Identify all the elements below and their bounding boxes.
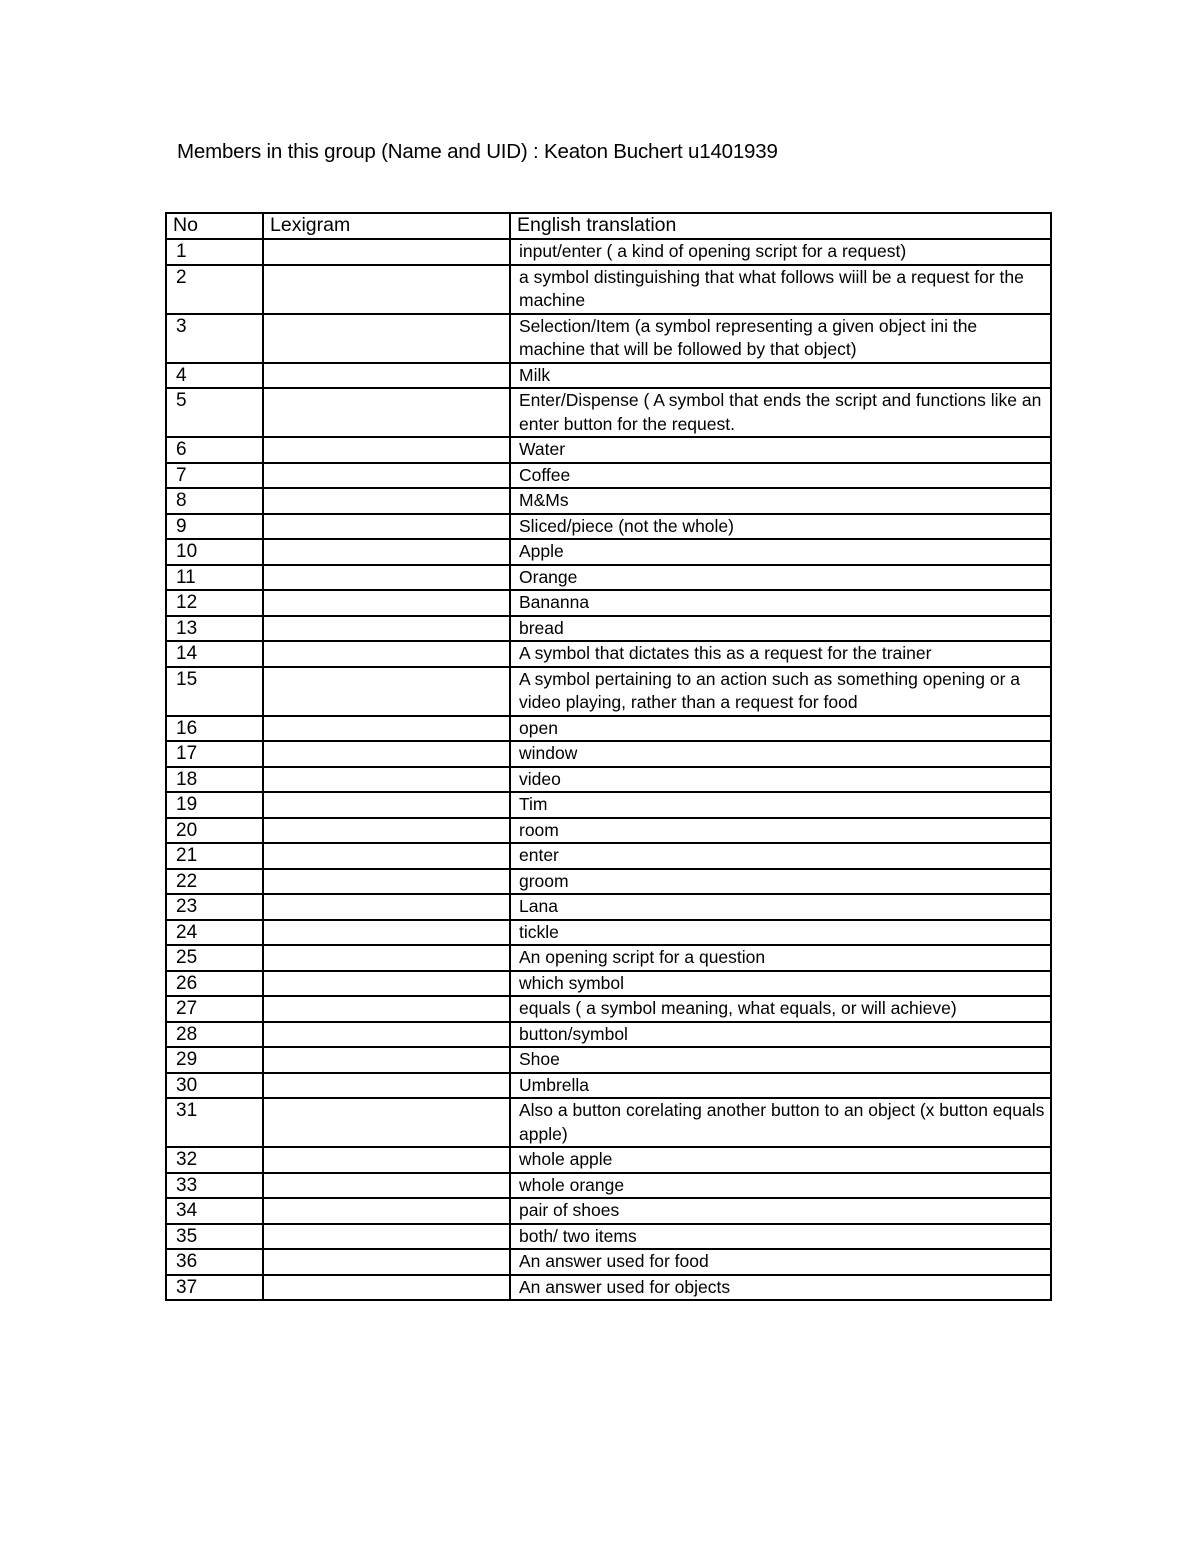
table-row	[166, 463, 1051, 489]
table-row	[166, 894, 1051, 920]
row-number-cell: 12	[166, 590, 263, 616]
english-translation-cell[interactable]: Apple	[510, 539, 1051, 565]
lexigram-cell[interactable]	[263, 1147, 510, 1173]
table-row	[166, 590, 1051, 616]
row-number-cell: 30	[166, 1073, 263, 1099]
table-row	[166, 1073, 1051, 1099]
row-number-cell: 31	[166, 1098, 263, 1147]
lexigram-cell[interactable]	[263, 1098, 510, 1147]
lexigram-cell[interactable]	[263, 565, 510, 591]
lexigram-cell[interactable]	[263, 363, 510, 389]
row-number-cell: 29	[166, 1047, 263, 1073]
table-row	[166, 1022, 1051, 1048]
row-number-cell: 27	[166, 996, 263, 1022]
lexigram-cell[interactable]	[263, 590, 510, 616]
table-row	[166, 1224, 1051, 1250]
lexigram-cell[interactable]	[263, 843, 510, 869]
english-translation-cell[interactable]: bread	[510, 616, 1051, 642]
lexigram-cell[interactable]	[263, 1022, 510, 1048]
lexigram-cell[interactable]	[263, 920, 510, 946]
row-number-cell: 8	[166, 488, 263, 514]
row-number-cell: 4	[166, 363, 263, 389]
english-translation-cell[interactable]: button/symbol	[510, 1022, 1051, 1048]
table-header-row	[166, 213, 1051, 239]
english-translation-cell[interactable]: Enter/Dispense ( A symbol that ends the script and functions like an enter button for the request.	[510, 388, 1051, 437]
table-row	[166, 488, 1051, 514]
english-translation-cell[interactable]: Milk	[510, 363, 1051, 389]
row-number-cell: 36	[166, 1249, 263, 1275]
table-row	[166, 945, 1051, 971]
lexigram-cell[interactable]	[263, 1047, 510, 1073]
row-number-cell: 6	[166, 437, 263, 463]
lexigram-cell[interactable]	[263, 388, 510, 437]
lexigram-cell[interactable]	[263, 314, 510, 363]
lexigram-cell[interactable]	[263, 971, 510, 997]
row-number-cell: 16	[166, 716, 263, 742]
row-number-cell: 22	[166, 869, 263, 895]
english-translation-cell[interactable]: M&Ms	[510, 488, 1051, 514]
column-header-lexigram: Lexigram	[263, 213, 510, 239]
english-translation-cell[interactable]: groom	[510, 869, 1051, 895]
column-header-no: No	[166, 213, 263, 239]
table-row	[166, 741, 1051, 767]
english-translation-cell[interactable]: Tim	[510, 792, 1051, 818]
row-number-cell: 13	[166, 616, 263, 642]
lexigram-cell[interactable]	[263, 869, 510, 895]
english-translation-cell[interactable]: which symbol	[510, 971, 1051, 997]
row-number-cell: 32	[166, 1147, 263, 1173]
table-row	[166, 971, 1051, 997]
english-translation-cell[interactable]: whole apple	[510, 1147, 1051, 1173]
table-row	[166, 363, 1051, 389]
lexigram-cell[interactable]	[263, 792, 510, 818]
table-row	[166, 265, 1051, 314]
english-translation-cell[interactable]: An answer used for objects	[510, 1275, 1051, 1301]
english-translation-cell[interactable]: A symbol pertaining to an action such as something opening or a video playing, rather than a request for food	[510, 667, 1051, 716]
row-number-cell: 28	[166, 1022, 263, 1048]
lexigram-cell[interactable]	[263, 741, 510, 767]
row-number-cell: 35	[166, 1224, 263, 1250]
english-translation-cell[interactable]: video	[510, 767, 1051, 793]
row-number-cell: 33	[166, 1173, 263, 1199]
lexigram-cell[interactable]	[263, 945, 510, 971]
row-number-cell: 25	[166, 945, 263, 971]
row-number-cell: 15	[166, 667, 263, 716]
row-number-cell: 21	[166, 843, 263, 869]
english-translation-cell[interactable]: Coffee	[510, 463, 1051, 489]
lexigram-cell[interactable]	[263, 667, 510, 716]
english-translation-cell[interactable]: a symbol distinguishing that what follows wiill be a request for the machine	[510, 265, 1051, 314]
table-row	[166, 818, 1051, 844]
row-number-cell: 14	[166, 641, 263, 667]
english-translation-cell[interactable]: room	[510, 818, 1051, 844]
row-number-cell: 34	[166, 1198, 263, 1224]
english-translation-cell[interactable]: Lana	[510, 894, 1051, 920]
table-row	[166, 767, 1051, 793]
row-number-cell: 23	[166, 894, 263, 920]
table-row	[166, 869, 1051, 895]
lexigram-cell[interactable]	[263, 463, 510, 489]
english-translation-cell[interactable]: enter	[510, 843, 1051, 869]
row-number-cell: 1	[166, 239, 263, 265]
english-translation-cell[interactable]: A symbol that dictates this as a request for the trainer	[510, 641, 1051, 667]
english-translation-cell[interactable]: whole orange	[510, 1173, 1051, 1199]
lexigram-cell[interactable]	[263, 437, 510, 463]
table-row	[166, 843, 1051, 869]
lexigram-cell[interactable]	[263, 1275, 510, 1301]
lexigram-cell[interactable]	[263, 818, 510, 844]
lexigram-cell[interactable]	[263, 616, 510, 642]
row-number-cell: 18	[166, 767, 263, 793]
lexigram-cell[interactable]	[263, 514, 510, 540]
table-row	[166, 437, 1051, 463]
row-number-cell: 11	[166, 565, 263, 591]
english-translation-cell[interactable]: Selection/Item (a symbol representing a given object ini the machine that will be followed by that object)	[510, 314, 1051, 363]
table-row	[166, 1173, 1051, 1199]
row-number-cell: 2	[166, 265, 263, 314]
row-number-cell: 3	[166, 314, 263, 363]
row-number-cell: 24	[166, 920, 263, 946]
table-row	[166, 792, 1051, 818]
row-number-cell: 26	[166, 971, 263, 997]
table-row	[166, 616, 1051, 642]
table-row	[166, 388, 1051, 437]
row-number-cell: 7	[166, 463, 263, 489]
lexigram-cell[interactable]	[263, 641, 510, 667]
row-number-cell: 37	[166, 1275, 263, 1301]
table-row	[166, 1198, 1051, 1224]
table-row	[166, 314, 1051, 363]
column-header-english-translation: English translation	[510, 213, 1051, 239]
lexigram-cell[interactable]	[263, 488, 510, 514]
english-translation-cell[interactable]: Water	[510, 437, 1051, 463]
table-row	[166, 641, 1051, 667]
lexigram-cell[interactable]	[263, 894, 510, 920]
row-number-cell: 20	[166, 818, 263, 844]
row-number-cell: 9	[166, 514, 263, 540]
table-body	[166, 239, 1051, 1300]
table-row	[166, 1249, 1051, 1275]
english-translation-cell[interactable]: open	[510, 716, 1051, 742]
table-row	[166, 239, 1051, 265]
table-row	[166, 514, 1051, 540]
table-row	[166, 1147, 1051, 1173]
english-translation-cell[interactable]: Also a button corelating another button to an object (x button equals apple)	[510, 1098, 1051, 1147]
group-members-line: Members in this group (Name and UID) : Keaton Buchert u1401939	[177, 140, 778, 163]
table-row	[166, 667, 1051, 716]
lexigram-cell[interactable]	[263, 1173, 510, 1199]
table-row	[166, 920, 1051, 946]
lexigram-table	[165, 212, 1052, 1301]
row-number-cell: 17	[166, 741, 263, 767]
table-row	[166, 996, 1051, 1022]
table-row	[166, 1275, 1051, 1301]
english-translation-cell[interactable]: Bananna	[510, 590, 1051, 616]
lexigram-cell[interactable]	[263, 1198, 510, 1224]
english-translation-cell[interactable]: An answer used for food	[510, 1249, 1051, 1275]
row-number-cell: 19	[166, 792, 263, 818]
lexigram-cell[interactable]	[263, 539, 510, 565]
english-translation-cell[interactable]: Orange	[510, 565, 1051, 591]
english-translation-cell[interactable]: An opening script for a question	[510, 945, 1051, 971]
english-translation-cell[interactable]: Shoe	[510, 1047, 1051, 1073]
table-row	[166, 1098, 1051, 1147]
table-row	[166, 565, 1051, 591]
english-translation-cell[interactable]: Sliced/piece (not the whole)	[510, 514, 1051, 540]
english-translation-cell[interactable]: tickle	[510, 920, 1051, 946]
lexigram-cell[interactable]	[263, 1249, 510, 1275]
table-row	[166, 1047, 1051, 1073]
english-translation-cell[interactable]: equals ( a symbol meaning, what equals, or will achieve)	[510, 996, 1051, 1022]
lexigram-cell[interactable]	[263, 1073, 510, 1099]
table-row	[166, 539, 1051, 565]
lexigram-cell[interactable]	[263, 716, 510, 742]
lexigram-cell[interactable]	[263, 767, 510, 793]
lexigram-cell[interactable]	[263, 1224, 510, 1250]
english-translation-cell[interactable]: both/ two items	[510, 1224, 1051, 1250]
row-number-cell: 10	[166, 539, 263, 565]
english-translation-cell[interactable]: input/enter ( a kind of opening script for a request)	[510, 239, 1051, 265]
row-number-cell: 5	[166, 388, 263, 437]
english-translation-cell[interactable]: pair of shoes	[510, 1198, 1051, 1224]
english-translation-cell[interactable]: Umbrella	[510, 1073, 1051, 1099]
table-row	[166, 716, 1051, 742]
english-translation-cell[interactable]: window	[510, 741, 1051, 767]
lexigram-cell[interactable]	[263, 239, 510, 265]
lexigram-cell[interactable]	[263, 265, 510, 314]
lexigram-cell[interactable]	[263, 996, 510, 1022]
